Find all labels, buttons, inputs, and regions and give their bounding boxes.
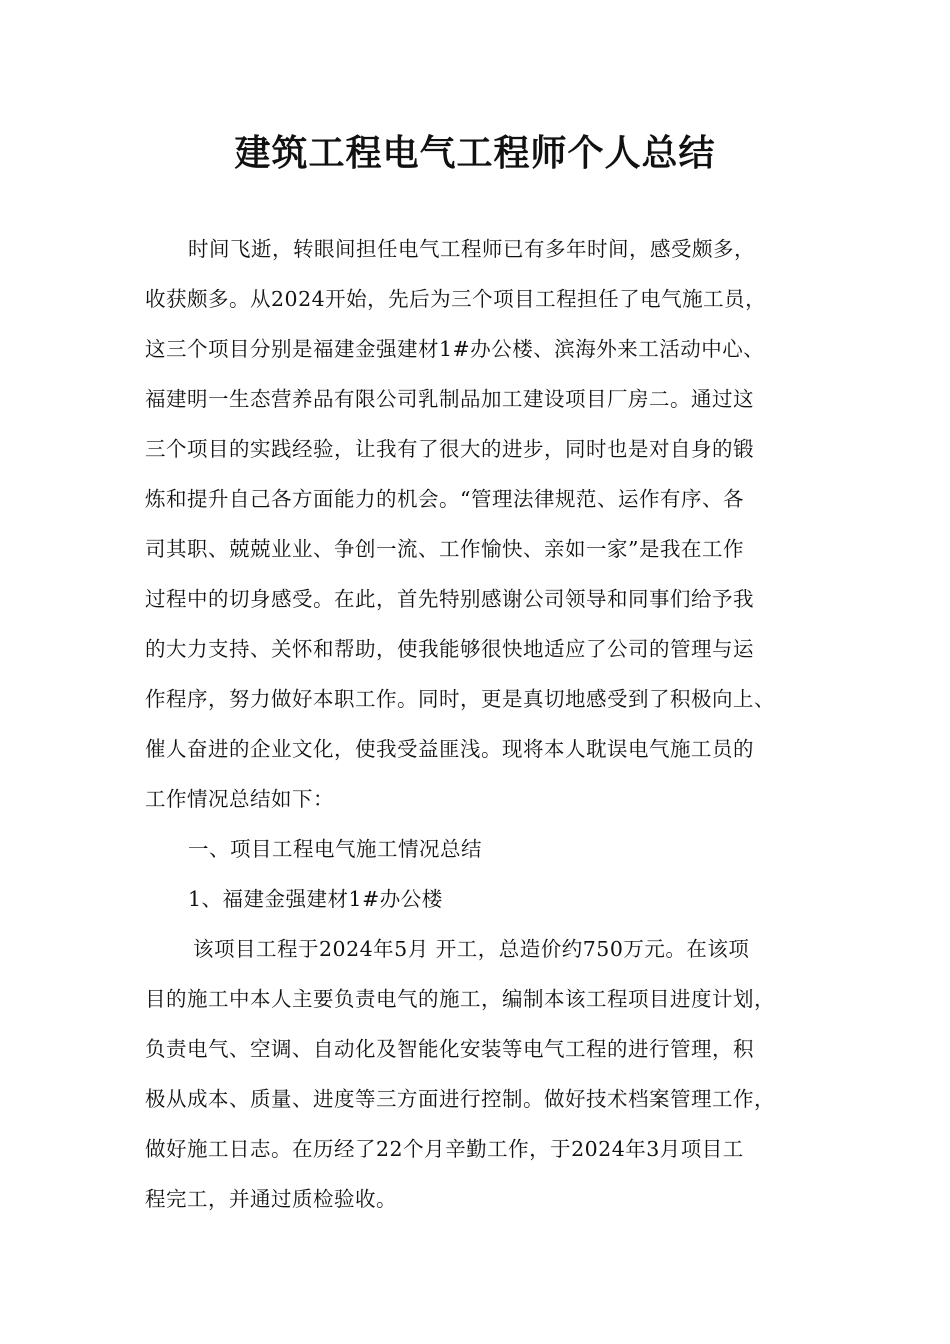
paragraph-line: 福建明一生态营养品有限公司乳制品加工建设项目厂房二。通过这 [145, 387, 754, 411]
paragraph-line: 的大力支持、关怀和帮助，使我能够很快地适应了公司的管理与运 [145, 637, 754, 661]
paragraph-line: 负责电气、空调、自动化及智能化安装等电气工程的进行管理，积 [145, 1037, 754, 1061]
paragraph-line: 工作情况总结如下： [145, 787, 334, 811]
paragraph-line: 作程序，努力做好本职工作。同时，更是真切地感受到了积极向上、 [145, 687, 775, 711]
paragraph-line: 该项目工程于2024年5月 开工，总造价约750万元。在该项 [193, 937, 750, 961]
section-heading: 一、项目工程电气施工情况总结 [188, 837, 482, 861]
paragraph-line: 时间飞逝，转眼间担任电气工程师已有多年时间，感受颇多， [188, 237, 755, 261]
paragraph-line: 程完工，并通过质检验收。 [145, 1187, 397, 1211]
paragraph-line: 催人奋进的企业文化，使我受益匪浅。现将本人耽误电气施工员的 [145, 737, 754, 761]
paragraph-line: 这三个项目分别是福建金强建材1#办公楼、滨海外来工活动中心、 [145, 337, 765, 361]
subsection-heading: 1、福建金强建材1#办公楼 [188, 887, 443, 911]
paragraph-line: 收获颇多。从2024开始，先后为三个项目工程担任了电气施工员， [145, 287, 767, 311]
paragraph-line: 极从成本、质量、进度等三方面进行控制。做好技术档案管理工作， [145, 1087, 775, 1111]
paragraph-line: 炼和提升自己各方面能力的机会。“管理法律规范、运作有序、各 [145, 487, 744, 511]
document-title: 建筑工程电气工程师个人总结 [234, 133, 716, 174]
paragraph-line: 过程中的切身感受。在此，首先特别感谢公司领导和同事们给予我 [145, 587, 754, 611]
paragraph-line: 做好施工日志。在历经了22个月辛勤工作，于2024年3月项目工 [145, 1137, 744, 1161]
paragraph-line: 司其职、兢兢业业、争创一流、工作愉快、亲如一家”是我在工作 [145, 537, 744, 561]
paragraph-line: 三个项目的实践经验，让我有了很大的进步，同时也是对自身的锻 [145, 437, 754, 461]
paragraph-line: 目的施工中本人主要负责电气的施工，编制本该工程项目进度计划， [145, 987, 775, 1011]
